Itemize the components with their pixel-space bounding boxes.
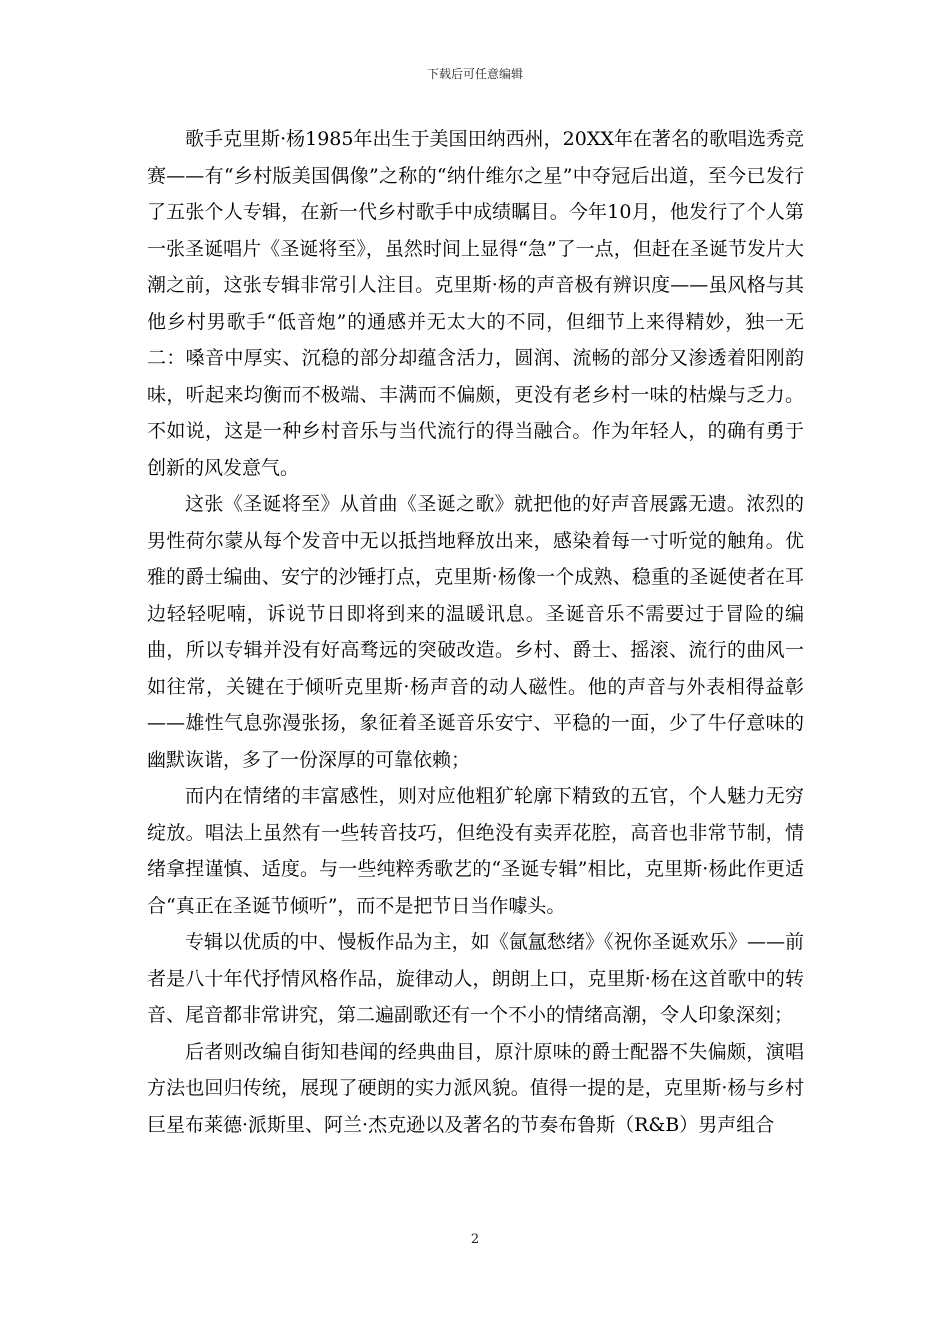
- paragraph-4: 专辑以优质的中、慢板作品为主，如《氤氲愁绪》《祝你圣诞欢乐》——前者是八十年代抒情风格作品，旋律动人，朗朗上口，克里斯·杨在这首歌中的转音、尾音都非常讲究，第二遍副歌还有一个不小的情绪高潮，令人印象深刻；: [147, 931, 804, 1026]
- paragraph-5: 后者则改编自街知巷闻的经典曲目，原汁原味的爵士配器不失偏颇，演唱方法也回归传统，展现了硬朗的实力派风貌。值得一提的是，克里斯·杨与乡村巨星布莱德·派斯里、阿兰·杰克逊以及著名的节奏布鲁斯（R&B）男声组合: [147, 1040, 804, 1136]
- paragraph-1: 歌手克里斯·杨1985年出生于美国田纳西州，20XX年在著名的歌唱选秀竞赛——有“乡村版美国偶像”之称的“纳什维尔之星”中夺冠后出道，至今已发行了五张个人专辑，在新一代乡村歌手中成绩瞩目。今年10月，他发行了个人第一张圣诞唱片《圣诞将至》，虽然时间上显得“急”了一点，但赶在圣诞节发片大潮之前，这张专辑非常引人注目。克里斯·杨的声音极有辨识度——虽风格与其他乡村男歌手“低音炮”的通感并无太大的不同，但细节上来得精妙，独一无二：嗓音中厚实、沉稳的部分却蕴含活力，圆润、流畅的部分又渗透着阳刚韵味，听起来均衡而不极端、丰满而不偏颇，更没有老乡村一味的枯燥与乏力。不如说，这是一种乡村音乐与当代流行的得当融合。作为年轻人，的确有勇于创新的风发意气。: [147, 128, 804, 479]
- paragraph-2: 这张《圣诞将至》从首曲《圣诞之歌》就把他的好声音展露无遗。浓烈的男性荷尔蒙从每个发音中无以抵挡地释放出来，感染着每一寸听觉的触角。优雅的爵士编曲、安宁的沙锤打点，克里斯·杨像一个成熟、稳重的圣诞使者在耳边轻轻呢喃，诉说节日即将到来的温暖讯息。圣诞音乐不需要过于冒险的编曲，所以专辑并没有好高骛远的突破改造。乡村、爵士、摇滚、流行的曲风一如往常，关键在于倾听克里斯·杨声音的动人磁性。他的声音与外表相得益彰——雄性气息弥漫张扬，象征着圣诞音乐安宁、平稳的一面，少了牛仔意味的幽默诙谐，多了一份深厚的可靠依赖；: [147, 493, 804, 771]
- page-number: 2: [470, 1232, 480, 1247]
- page-header: 下载后可任意编辑: [426, 67, 523, 81]
- article-body: [147, 121, 804, 1143]
- paragraph-3: 而内在情绪的丰富感性，则对应他粗犷轮廓下精致的五官，个人魅力无穷绽放。唱法上虽然有一些转音技巧，但绝没有卖弄花腔，高音也非常节制，情绪拿捏谨慎、适度。与一些纯粹秀歌艺的“圣诞专辑”相比，克里斯·杨此作更适合“真正在圣诞节倾听”，而不是把节日当作噱头。: [147, 785, 804, 917]
